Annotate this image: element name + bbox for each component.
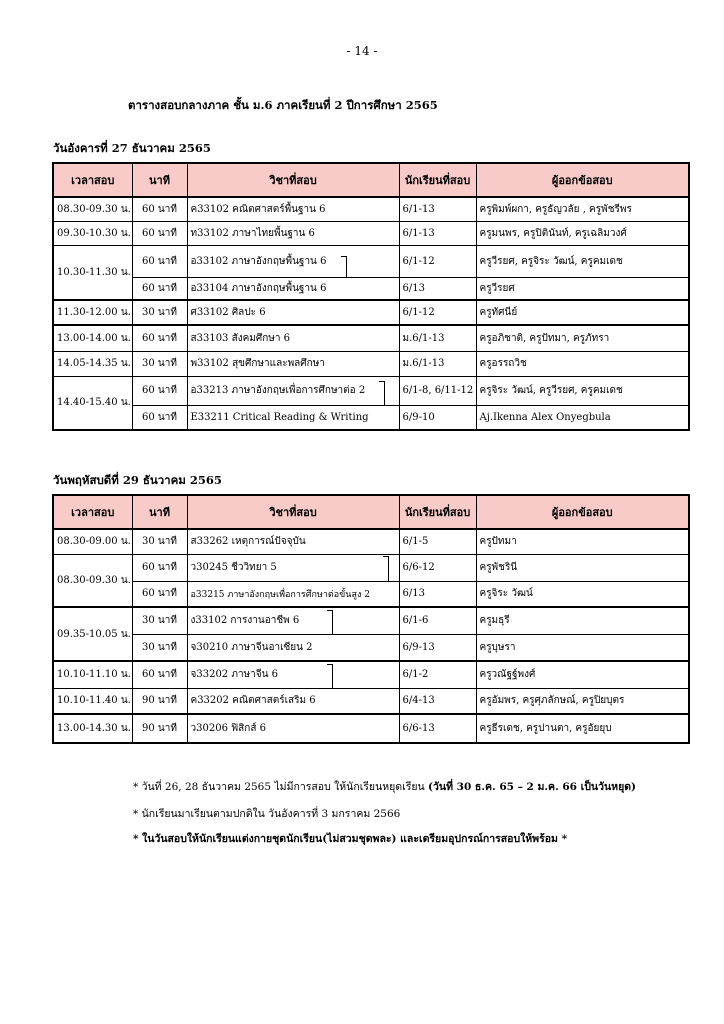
subject-cell: พ33102 สุขศึกษาและพลศึกษา: [187, 351, 399, 376]
students-cell: 6/1-13: [399, 221, 476, 245]
subject-cell: ท33102 ภาษาไทยพื้นฐาน 6: [187, 221, 399, 245]
table-row: [53, 300, 689, 325]
minutes-cell: 60 นาที: [132, 325, 187, 351]
students-cell: 6/13: [399, 581, 476, 607]
proctor-cell: ครูจิระ วัฒน์, ครูวีรยศ, ครูคมเดช: [476, 376, 689, 405]
subject-cell: ว30206 ฟิสิกส์ 6: [187, 714, 399, 743]
minutes-cell: 30 นาที: [132, 300, 187, 325]
grouping-bracket: [383, 556, 389, 581]
note-uniform: * ในวันสอบให้นักเรียนแต่งกายชุดนักเรียน(ไม่สวมชุดพละ) และเตรียมอุปกรณ์การสอบให้พร้อม *: [133, 833, 568, 845]
day2-heading: วันพฤหัสบดีที่ 29 ธันวาคม 2565: [53, 473, 222, 487]
subject-cell: [187, 554, 399, 581]
proctor-cell: ครูมธุรี: [476, 607, 689, 634]
students-cell: 6/13: [399, 277, 476, 300]
header-time: เวลาสอบ: [53, 495, 132, 529]
students-cell: 6/1-8, 6/11-12: [399, 376, 476, 405]
students-cell: ม.6/1-13: [399, 351, 476, 376]
minutes-cell: 60 นาที: [132, 405, 187, 430]
table-row: [53, 581, 689, 607]
proctor-cell: ครูธีรเดช, ครูปานตา, ครูอัยยุบ: [476, 714, 689, 743]
students-cell: 6/1-2: [399, 661, 476, 688]
subject-cell: อ33104 ภาษาอังกฤษพื้นฐาน 6: [187, 277, 399, 300]
minutes-cell: 90 นาที: [132, 714, 187, 743]
note-holiday-bold: (วันที่ 30 ธ.ค. 65 – 2 ม.ค. 66 เป็นวันหยุด): [428, 781, 637, 793]
subject-cell: E33211 Critical Reading & Writing: [187, 405, 399, 430]
note-holiday: [133, 778, 636, 795]
students-cell: 6/1-12: [399, 245, 476, 277]
subject-cell: ค33202 คณิตศาสตร์เสริม 6: [187, 688, 399, 714]
proctor-cell: ครูปัทมา: [476, 529, 689, 554]
subject-text: ว30245 ชีววิทยา 5: [190, 562, 277, 573]
proctor-cell: ครูวีรยศ: [476, 277, 689, 300]
table-header-row: [53, 163, 689, 197]
minutes-cell: 60 นาที: [132, 581, 187, 607]
minutes-cell: 30 นาที: [132, 529, 187, 554]
minutes-cell: 60 นาที: [132, 554, 187, 581]
subject-text: ง33102 การงานอาชีพ 6: [190, 615, 300, 627]
proctor-cell: ครูบุษรา: [476, 634, 689, 661]
header-minutes: นาที: [132, 495, 187, 529]
minutes-cell: 60 นาที: [132, 661, 187, 688]
students-cell: 6/9-13: [399, 634, 476, 661]
minutes-cell: 60 นาที: [132, 221, 187, 245]
header-proctor: ผู้ออกข้อสอบ: [476, 495, 689, 529]
minutes-cell: 60 นาที: [132, 197, 187, 221]
students-cell: ม.6/1-13: [399, 325, 476, 351]
header-students: นักเรียนที่สอบ: [399, 163, 476, 197]
subject-cell: [187, 607, 399, 634]
proctor-cell: ครูพิมพ์ผกา, ครูธัญวลัย , ครูพัชรีพร: [476, 197, 689, 221]
subject-cell: [187, 376, 399, 405]
time-cell: 09.35-10.05 น.: [53, 607, 132, 661]
page-number: - 14 -: [346, 44, 378, 58]
proctor-cell: ครูวณัฐฐ์พงศ์: [476, 661, 689, 688]
subject-cell: ส33262 เหตุการณ์ปัจจุบัน: [187, 529, 399, 554]
minutes-cell: 30 นาที: [132, 634, 187, 661]
table-row: [53, 221, 689, 245]
students-cell: 6/1-12: [399, 300, 476, 325]
minutes-cell: 90 นาที: [132, 688, 187, 714]
table-row: [53, 351, 689, 376]
grouping-bracket: [327, 610, 333, 634]
note-holiday-text: * วันที่ 26, 28 ธันวาคม 2565 ไม่มีการสอบ ให้นักเรียนหยุดเรียน: [133, 781, 425, 793]
subject-cell: [187, 661, 399, 688]
time-cell: 10.10-11.40 น.: [53, 688, 132, 714]
minutes-cell: 60 นาที: [132, 245, 187, 277]
header-minutes: นาที: [132, 163, 187, 197]
header-proctor: ผู้ออกข้อสอบ: [476, 163, 689, 197]
proctor-cell: ครูอรรถวิช: [476, 351, 689, 376]
students-cell: 6/1-6: [399, 607, 476, 634]
table-row: [53, 554, 689, 581]
proctor-cell: ครูอัมพร, ครูศุภลักษณ์, ครูปิยบุตร: [476, 688, 689, 714]
subject-cell: จ30210 ภาษาจีนอาเซียน 2: [187, 634, 399, 661]
time-cell: 10.30-11.30 น.: [53, 245, 132, 300]
students-cell: 6/1-5: [399, 529, 476, 554]
table-header-row: [53, 495, 689, 529]
table-row: [53, 405, 689, 430]
table-row: [53, 529, 689, 554]
table-row: [53, 376, 689, 405]
minutes-cell: 30 นาที: [132, 351, 187, 376]
time-cell: 09.30-10.30 น.: [53, 221, 132, 245]
time-cell: 14.40-15.40 น.: [53, 376, 132, 430]
proctor-cell: ครูทัศนีย์: [476, 300, 689, 325]
subject-cell: ส33103 สังคมศึกษา 6: [187, 325, 399, 351]
table-row: [53, 245, 689, 277]
time-cell: 11.30-12.00 น.: [53, 300, 132, 325]
day1-heading: วันอังคารที่ 27 ธันวาคม 2565: [53, 141, 211, 155]
minutes-cell: 60 นาที: [132, 376, 187, 405]
header-students: นักเรียนที่สอบ: [399, 495, 476, 529]
subject-cell: [187, 245, 399, 277]
table-row: [53, 661, 689, 688]
table-row: [53, 634, 689, 661]
students-cell: 6/4-13: [399, 688, 476, 714]
day1-schedule-table: [52, 162, 690, 431]
subject-text: อ33102 ภาษาอังกฤษพื้นฐาน 6: [190, 255, 327, 267]
time-cell: 08.30-09.00 น.: [53, 529, 132, 554]
note-resume-class: * นักเรียนมาเรียนตามปกติใน วันอังคารที่ 3 มกราคม 2566: [133, 808, 401, 820]
proctor-cell: ครูพัชรินี: [476, 554, 689, 581]
time-cell: 08.30-09.30 น.: [53, 197, 132, 221]
time-cell: 10.10-11.10 น.: [53, 661, 132, 688]
table-row: [53, 325, 689, 351]
table-row: [53, 607, 689, 634]
time-cell: 08.30-09.30 น.: [53, 554, 132, 607]
header-time: เวลาสอบ: [53, 163, 132, 197]
subject-cell: อ33215 ภาษาอังกฤษเพื่อการศึกษาต่อขั้นสูง 2: [187, 581, 399, 607]
grouping-bracket: [327, 664, 333, 688]
minutes-cell: 60 นาที: [132, 277, 187, 300]
subject-text: จ33202 ภาษาจีน 6: [190, 669, 278, 681]
proctor-cell: ครูวีรยศ, ครูจิระ วัฒน์, ครูคมเดช: [476, 245, 689, 277]
students-cell: 6/1-13: [399, 197, 476, 221]
subject-text: อ33213 ภาษาอังกฤษเพื่อการศึกษาต่อ 2: [190, 385, 366, 396]
proctor-cell: ครูจิระ วัฒน์: [476, 581, 689, 607]
proctor-cell: Aj.Ikenna Alex Onyegbula: [476, 405, 689, 430]
grouping-bracket: [341, 256, 347, 278]
time-cell: 14.05-14.35 น.: [53, 351, 132, 376]
students-cell: 6/6-13: [399, 714, 476, 743]
document-title: ตารางสอบกลางภาค ชั้น ม.6 ภาคเรียนที่ 2 ปีการศึกษา 2565: [128, 98, 438, 112]
header-subject: วิชาที่สอบ: [187, 163, 399, 197]
header-subject: วิชาที่สอบ: [187, 495, 399, 529]
proctor-cell: ครูมนพร, ครูปิตินันท์, ครูเฉลิมวงศ์: [476, 221, 689, 245]
time-cell: 13.00-14.30 น.: [53, 714, 132, 743]
table-row: [53, 714, 689, 743]
grouping-bracket: [379, 381, 385, 405]
time-cell: 13.00-14.00 น.: [53, 325, 132, 351]
students-cell: 6/9-10: [399, 405, 476, 430]
table-row: [53, 277, 689, 300]
subject-cell: ค33102 คณิตศาสตร์พื้นฐาน 6: [187, 197, 399, 221]
proctor-cell: ครูอภิชาติ, ครูปัทมา, ครูภัทรา: [476, 325, 689, 351]
table-row: [53, 197, 689, 221]
minutes-cell: 30 นาที: [132, 607, 187, 634]
table-row: [53, 688, 689, 714]
day2-schedule-table: [52, 494, 690, 744]
subject-cell: ศ33102 ศิลปะ 6: [187, 300, 399, 325]
students-cell: 6/6-12: [399, 554, 476, 581]
